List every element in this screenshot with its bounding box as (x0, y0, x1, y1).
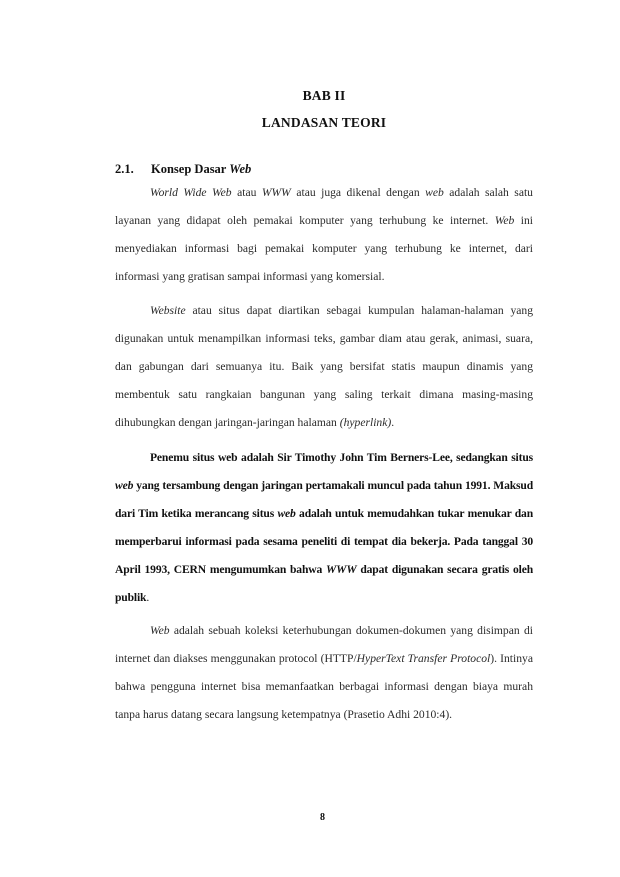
section-title-italic: Web (229, 162, 252, 176)
p2-text: . (391, 416, 395, 429)
p1-text: atau (231, 186, 262, 199)
section-number: 2.1. (115, 162, 134, 176)
page-number: 8 (320, 812, 325, 823)
p4-text: ). Intinya bahwa pengguna internet bisa memanfaatkan berbagai informasi dengan biaya murah tanpa harus datang secara langsung ketempatnya (Prasetio Adhi 2010:4). (115, 652, 533, 721)
p4-text: Web (150, 624, 170, 637)
paragraph-3 (115, 444, 533, 612)
paragraph-2 (115, 297, 533, 437)
p4-text: adalah sebuah koleksi keterhubungan dokumen-dokumen yang disimpan di internet dan diakses menggunakan protocol (HTTP/ (115, 624, 533, 665)
p2-text: atau situs dapat diartikan sebagai kumpulan halaman-halaman yang digunakan untuk menampilkan informasi teks, gambar diam atau gerak, animasi, suara, dan gabungan dari semuanya itu. Baik yang bersifat statis maupun dinamis yang membentuk satu rangkaian bangunan yang saling terkait dimana masing-masing dihubungkan dengan jaringan-jaringan halaman (115, 304, 533, 429)
p3-text: web (115, 479, 134, 492)
p2-text: Website (150, 304, 186, 317)
p3-text: dapat digunakan secara gratis oleh publik (115, 563, 534, 604)
p1-text: web (425, 186, 444, 199)
p1-text: Web (494, 214, 515, 227)
p1-text: atau juga dikenal dengan (290, 186, 426, 199)
p1-text: adalah salah satu layanan yang didapat oleh pemakai komputer yang terhubung ke internet. (115, 186, 533, 227)
section-title: Konsep Dasar (151, 162, 230, 176)
p1-text: WWW (261, 186, 291, 199)
chapter-number: BAB II (302, 88, 346, 103)
p3-text: yang tersambung dengan jaringan pertamakali muncul pada tahun 1991. Maksud dari Tim ketika merancang situs (115, 479, 533, 520)
p3-text: . (146, 591, 150, 604)
p2-text: (hyperlink) (339, 416, 392, 429)
chapter-title: LANDASAN TEORI (261, 115, 387, 130)
section-heading (115, 162, 251, 177)
p4-text: HyperText Transfer Protocol (356, 652, 491, 665)
p3-text: web (277, 507, 296, 520)
p3-text: Penemu situs web adalah Sir Timothy John Tim Berners-Lee, sedangkan situs (150, 451, 533, 464)
p1-text: World Wide Web (150, 186, 232, 199)
paragraph-1 (115, 179, 533, 291)
p3-text: adalah untuk memudahkan tukar menukar dan memperbarui informasi pada sesama peneliti di tempat dia bekerja. Pada tanggal 30 April 1993, CERN mengumumkan bahwa (115, 507, 534, 576)
paragraph-4 (115, 617, 533, 729)
p1-text: ini menyediakan informasi bagi pemakai komputer yang terhubung ke internet, dari informasi yang gratisan sampai informasi yang komersial. (115, 214, 534, 283)
p3-text: WWW (326, 563, 357, 576)
